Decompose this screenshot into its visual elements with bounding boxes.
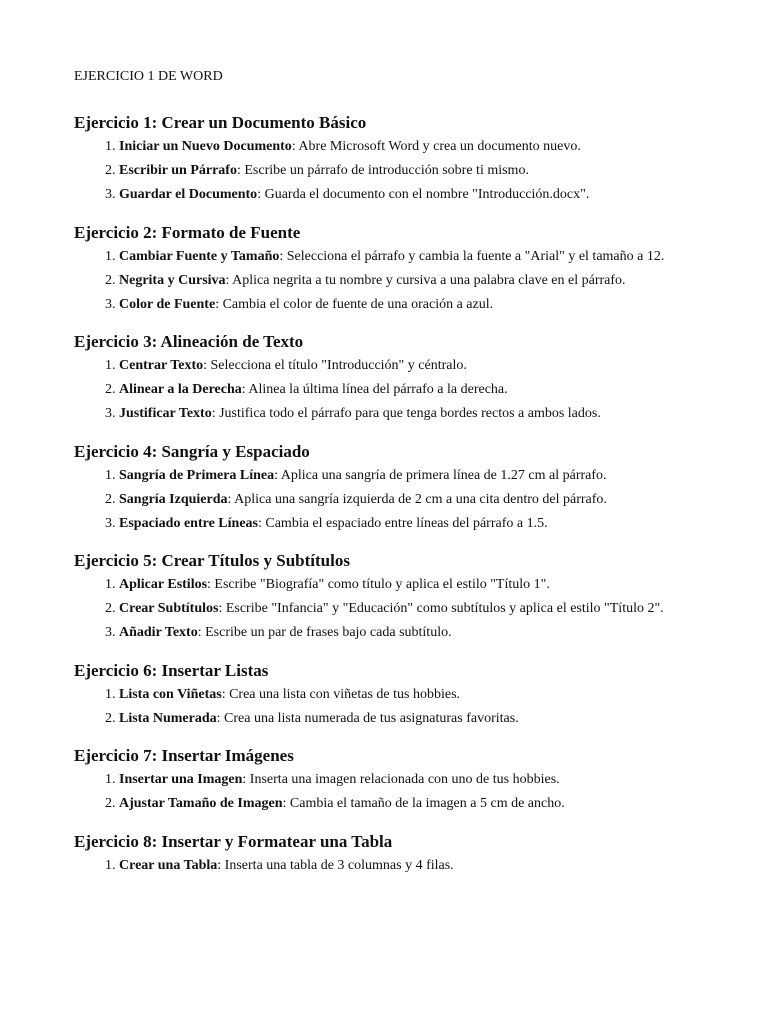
list-item [119,382,694,399]
list-item [119,625,694,642]
list-item-description: : Abre Microsoft Word y crea un documento nuevo. [291,139,581,154]
list-item-description: : Aplica negrita a tu nombre y cursiva a una palabra clave en el párrafo. [225,272,626,288]
section-heading: Ejercicio 2: Formato de Fuente [74,222,301,242]
sections-container [74,113,694,874]
section-heading: Ejercicio 8: Insertar y Formatear una Tabla [74,831,393,851]
list-item-term: Centrar Texto [119,358,204,373]
document-page [74,68,694,893]
list-item [119,297,694,314]
list-item [119,358,694,375]
section-heading: Ejercicio 4: Sangría y Espaciado [74,441,310,461]
numbered-list [74,772,694,813]
list-item-description: : Crea una lista numerada de tus asignaturas favoritas. [216,710,519,726]
document-title: EJERCICIO 1 DE WORD [74,69,223,84]
exercise-section [74,113,694,204]
numbered-list [74,139,694,204]
list-item [119,406,694,423]
list-item-term: Lista Numerada [119,710,217,726]
list-item-description: : Crea una lista con viñetas de tus hobbies. [221,686,461,702]
exercise-section [74,223,694,314]
list-item-description: : Selecciona el párrafo y cambia la fuente a "Arial" y el tamaño a 12. [279,248,665,264]
list-item [119,468,694,485]
list-item-term: Guardar el Documento [119,187,258,202]
section-heading: Ejercicio 5: Crear Títulos y Subtítulos [74,551,350,570]
numbered-list [74,858,694,875]
list-item-description: : Cambia el espaciado entre líneas del párrafo a 1.5. [257,515,548,531]
exercise-section [74,442,694,533]
list-item-term: Color de Fuente [119,296,216,312]
list-item-description: : Justifica todo el párrafo para que tenga bordes rectos a ambos lados. [211,406,601,421]
list-item-description: : Inserta una tabla de 3 columnas y 4 filas. [217,857,454,873]
list-item [119,772,694,789]
list-item-description: : Inserta una imagen relacionada con uno de tus hobbies. [242,772,560,787]
exercise-section [74,332,694,423]
list-item-description: : Alinea la última línea del párrafo a la derecha. [241,382,508,397]
list-item-term: Crear una Tabla [119,857,218,873]
list-item [119,687,694,704]
list-item-term: Insertar una Imagen [119,772,243,787]
list-item-description: : Escribe "Infancia" y "Educación" como subtítulos y aplica el estilo "Título 2". [218,601,664,616]
list-item-term: Sangría de Primera Línea [119,467,275,483]
section-heading: Ejercicio 1: Crear un Documento Básico [74,113,367,132]
numbered-list [74,249,694,314]
list-item-description: : Aplica una sangría izquierda de 2 cm a una cita dentro del párrafo. [227,491,607,507]
list-item-description: : Cambia el tamaño de la imagen a 5 cm de ancho. [282,796,565,811]
numbered-list [74,577,694,642]
list-item-term: Ajustar Tamaño de Imagen [119,796,283,811]
list-item [119,796,694,813]
list-item [119,858,694,875]
section-heading: Ejercicio 7: Insertar Imágenes [74,746,294,765]
list-item-description: : Escribe un párrafo de introducción sobre ti mismo. [236,163,529,178]
section-heading: Ejercicio 3: Alineación de Texto [74,332,304,351]
list-item-term: Iniciar un Nuevo Documento [119,139,292,154]
list-item-term: Aplicar Estilos [119,577,208,592]
list-item-description: : Cambia el color de fuente de una oración a azul. [215,296,494,312]
section-heading: Ejercicio 6: Insertar Listas [74,660,269,680]
list-item-description: : Escribe "Biografía" como título y aplica el estilo "Título 1". [207,577,550,592]
list-item [119,601,694,618]
list-item [119,273,694,290]
list-item-term: Cambiar Fuente y Tamaño [119,248,280,264]
list-item-term: Lista con Viñetas [119,686,222,702]
list-item [119,711,694,728]
numbered-list [74,468,694,533]
list-item-term: Espaciado entre Líneas [119,515,258,531]
list-item-description: : Selecciona el título "Introducción" y céntralo. [203,358,467,373]
list-item-description: : Escribe un par de frases bajo cada subtítulo. [197,625,452,640]
list-item-term: Alinear a la Derecha [119,382,242,397]
list-item-term: Sangría Izquierda [119,491,228,507]
list-item [119,187,694,204]
exercise-section [74,661,694,728]
list-item-term: Justificar Texto [119,406,212,421]
list-item [119,492,694,509]
list-item-description: : Guarda el documento con el nombre "Introducción.docx". [257,187,590,202]
list-item-term: Escribir un Párrafo [119,163,237,178]
list-item-term: Crear Subtítulos [119,601,219,616]
list-item [119,139,694,156]
list-item-description: : Aplica una sangría de primera línea de 1.27 cm al párrafo. [274,467,607,483]
list-item [119,163,694,180]
list-item [119,516,694,533]
list-item [119,249,694,266]
list-item-term: Negrita y Cursiva [119,272,226,288]
exercise-section [74,551,694,642]
exercise-section [74,746,694,813]
list-item [119,577,694,594]
numbered-list [74,687,694,728]
numbered-list [74,358,694,423]
list-item-term: Añadir Texto [119,625,198,640]
exercise-section [74,832,694,875]
